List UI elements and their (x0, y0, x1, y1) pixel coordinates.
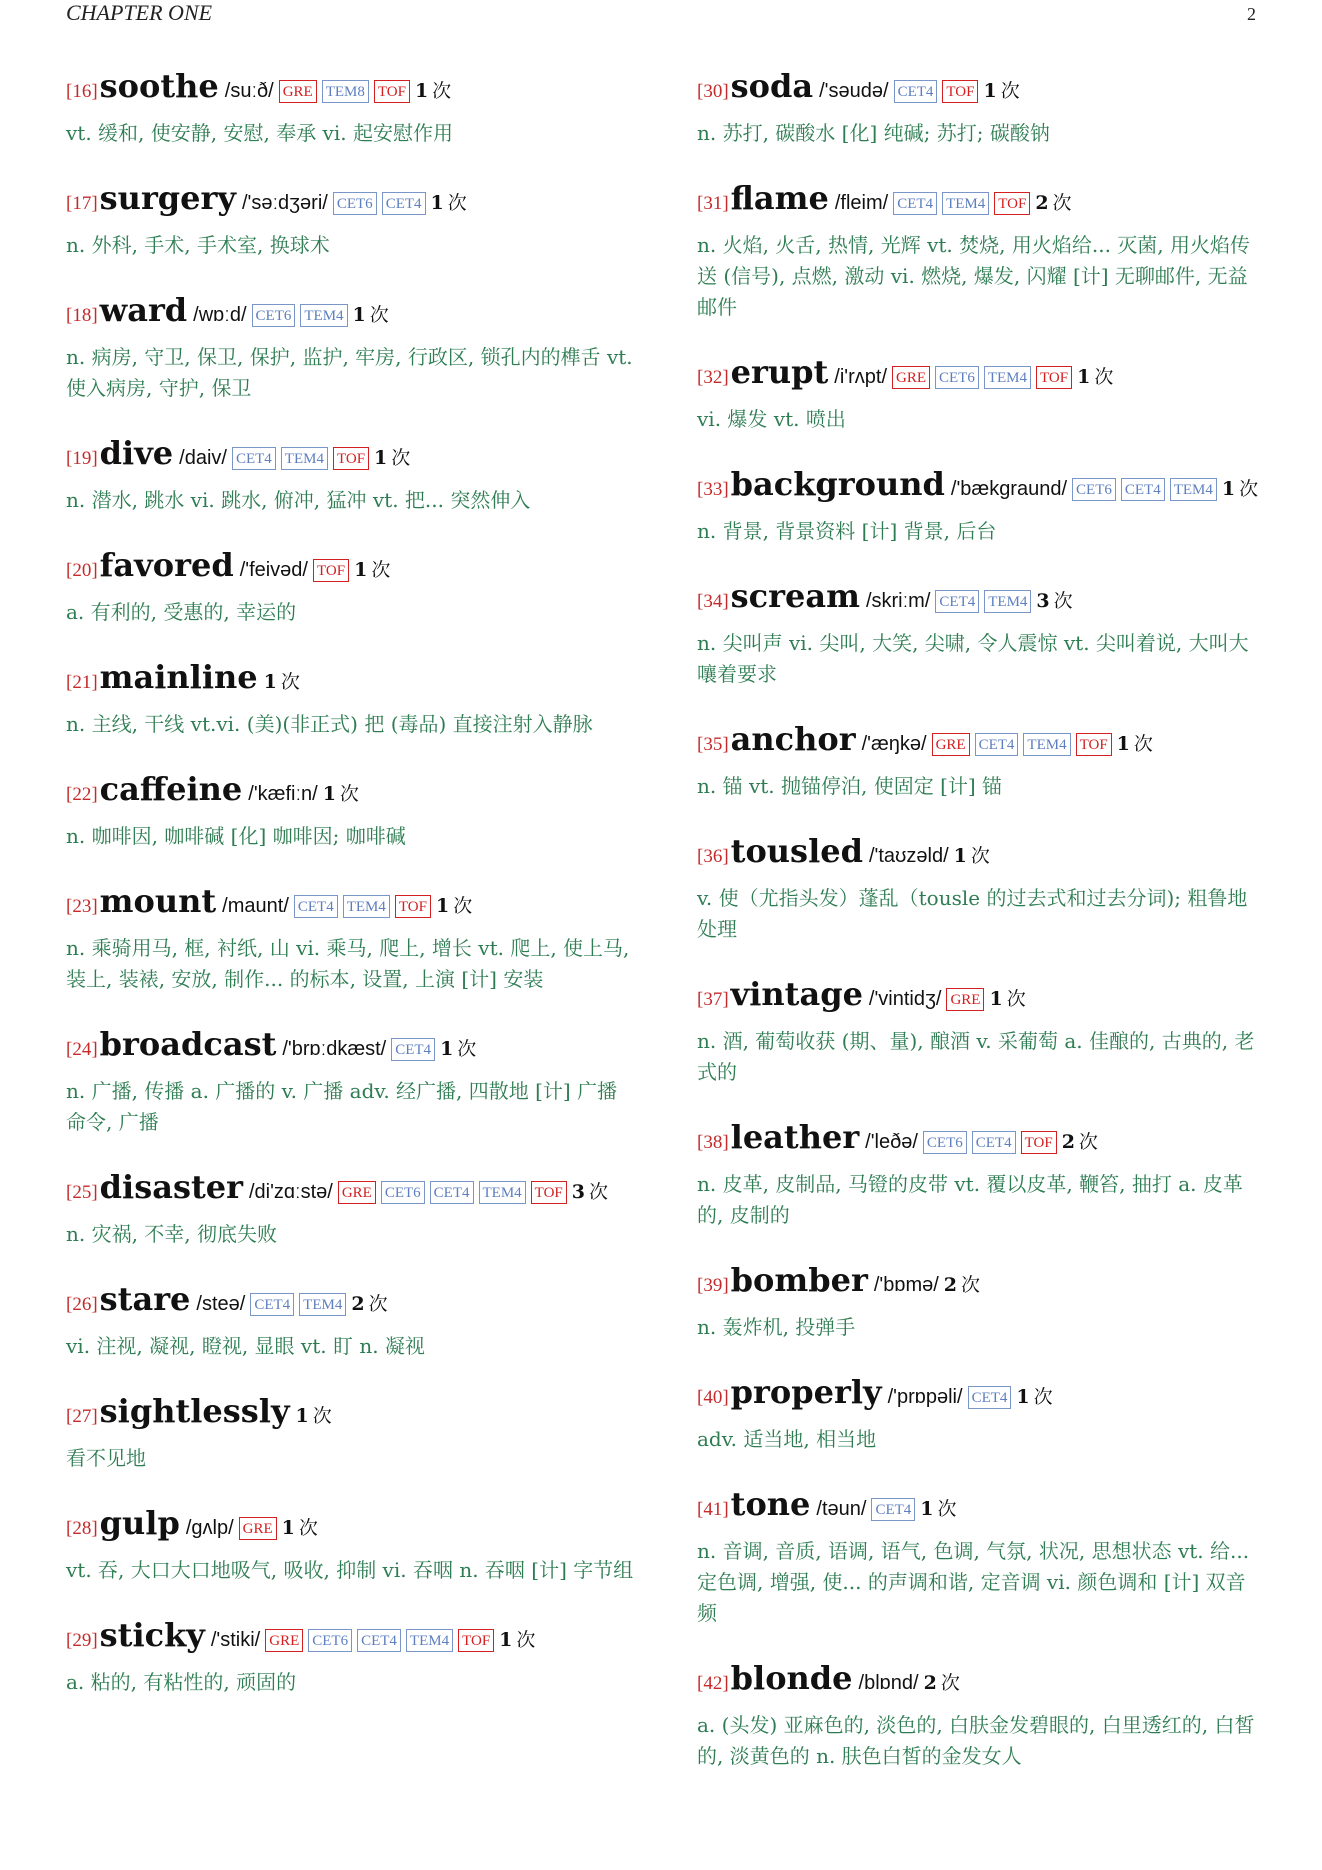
exam-tag: TOF (458, 1629, 494, 1652)
exam-tag: TEM4 (1170, 478, 1217, 501)
occurrence-count (983, 80, 1019, 102)
exam-tag: GRE (892, 366, 930, 389)
word-entry (66, 1024, 634, 1138)
exam-tag: GRE (265, 1629, 303, 1652)
entry-headline (66, 1167, 634, 1218)
count-unit: 次 (1006, 988, 1026, 1010)
exam-tag: TOF (395, 895, 431, 918)
count-unit: 次 (391, 447, 411, 469)
entry-word: soda (730, 67, 814, 105)
entry-phonetic: /'bækgraund/ (950, 478, 1068, 500)
count-number: 1 (263, 671, 277, 693)
occurrence-count (1062, 1131, 1098, 1153)
entry-definition: n. 苏打, 碳酸水 [化] 纯碱; 苏打; 碳酸钠 (697, 121, 1050, 145)
word-entry (66, 881, 634, 995)
exam-tag: CET4 (975, 733, 1019, 756)
entry-headline (697, 1372, 1265, 1423)
entry-word: stare (99, 1280, 191, 1318)
word-entry (697, 1484, 1265, 1629)
entry-word: mount (99, 882, 217, 920)
word-entry (66, 657, 634, 740)
exam-tag: CET6 (333, 192, 377, 215)
entry-definition: a. 粘的, 有粘性的, 顽固的 (66, 1670, 297, 1694)
exam-tag: TEM8 (322, 80, 369, 103)
entry-headline (66, 881, 634, 932)
entry-phonetic: /daiv/ (179, 447, 227, 469)
count-number: 1 (920, 1498, 934, 1520)
entry-headline (697, 178, 1265, 229)
entry-index: [35] (697, 734, 729, 755)
word-columns (66, 66, 1266, 1801)
occurrence-count (374, 447, 410, 469)
entry-headline (697, 352, 1265, 403)
chapter-title: CHAPTER ONE (66, 0, 213, 25)
entry-phonetic: /blɒnd/ (858, 1672, 919, 1694)
count-unit: 次 (516, 1629, 536, 1651)
exam-tag: TEM4 (406, 1629, 453, 1652)
count-unit: 次 (280, 671, 300, 693)
exam-tag: GRE (946, 988, 984, 1011)
occurrence-count (944, 1274, 980, 1296)
count-number: 1 (1116, 733, 1130, 755)
entry-phonetic: /'stiki/ (210, 1629, 261, 1651)
exam-tag: CET6 (935, 366, 979, 389)
exam-tag: CET6 (381, 1181, 425, 1204)
count-number: 2 (1061, 1131, 1075, 1153)
entry-headline (66, 178, 634, 229)
word-entry (66, 178, 634, 261)
entry-headline (66, 66, 634, 117)
entry-word: caffeine (99, 770, 243, 808)
entry-definition: n. 灾祸, 不幸, 彻底失败 (66, 1222, 278, 1246)
exam-tag: CET4 (894, 80, 938, 103)
occurrence-count (1117, 733, 1153, 755)
count-number: 1 (374, 447, 388, 469)
entry-definition: n. 轰炸机, 投弹手 (697, 1315, 856, 1339)
entry-definition: vt. 吞, 大口大口地吸气, 吸收, 抑制 vi. 吞咽 n. 吞咽 [计] 字节组 (66, 1558, 634, 1582)
entry-index: [24] (66, 1039, 98, 1060)
entry-phonetic: /suːð/ (224, 80, 274, 102)
exam-tag: GRE (279, 80, 317, 103)
entry-word: scream (730, 577, 860, 615)
count-number: 1 (499, 1629, 513, 1651)
count-unit: 次 (312, 1405, 332, 1427)
entry-phonetic: /'prɒpəli/ (887, 1386, 963, 1408)
entry-definition: a. (头发) 亚麻色的, 淡色的, 白肤金发碧眼的, 白里透红的, 白皙的, 淡黄色的 n. 肤色白皙的金发女人 (697, 1713, 1255, 1768)
entry-index: [20] (66, 560, 98, 581)
word-entry (697, 719, 1265, 802)
page-number: 2 (1247, 4, 1256, 24)
entry-index: [19] (66, 448, 98, 469)
word-entry (697, 831, 1265, 945)
entry-definition: n. 外科, 手术, 手术室, 换球术 (66, 233, 330, 257)
left-column (66, 66, 634, 1801)
entry-index: [23] (66, 896, 98, 917)
word-entry (697, 1117, 1265, 1231)
count-unit: 次 (937, 1498, 957, 1520)
occurrence-count (440, 1038, 476, 1060)
occurrence-count (353, 304, 389, 326)
word-entry (66, 769, 634, 852)
exam-tag: TOF (1021, 1131, 1057, 1154)
entry-headline (697, 1658, 1265, 1709)
entry-word: properly (730, 1373, 882, 1411)
entry-word: gulp (99, 1504, 180, 1542)
entry-index: [33] (697, 479, 729, 500)
occurrence-count (415, 80, 451, 102)
exam-tag: CET4 (1121, 478, 1165, 501)
count-unit: 次 (1052, 192, 1072, 214)
entry-phonetic: /wɒːd/ (193, 304, 247, 326)
entry-headline (66, 1279, 634, 1330)
entry-headline (66, 433, 634, 484)
entry-phonetic: /i'rʌpt/ (834, 366, 888, 388)
entry-headline (66, 657, 634, 708)
occurrence-count (989, 988, 1025, 1010)
entry-headline (66, 290, 634, 341)
count-unit: 次 (432, 80, 452, 102)
entry-definition: adv. 适当地, 相当地 (697, 1427, 877, 1451)
entry-index: [38] (697, 1132, 729, 1153)
entry-index: [32] (697, 367, 729, 388)
occurrence-count (1016, 1386, 1052, 1408)
exam-tag: TEM4 (984, 590, 1031, 613)
word-entry (66, 545, 634, 628)
entry-definition: n. 潜水, 跳水 vi. 跳水, 俯冲, 猛冲 vt. 把... 突然伸入 (66, 488, 531, 512)
exam-tag: CET4 (391, 1038, 435, 1061)
entry-definition: vi. 爆发 vt. 喷出 (697, 407, 846, 431)
occurrence-count (920, 1498, 956, 1520)
entry-index: [27] (66, 1406, 98, 1427)
exam-tag: CET4 (382, 192, 426, 215)
exam-tag: TEM4 (984, 366, 1031, 389)
entry-phonetic: /maunt/ (222, 895, 289, 917)
entry-headline (66, 1024, 634, 1075)
entry-headline (66, 545, 634, 596)
entry-index: [37] (697, 989, 729, 1010)
entry-headline (697, 719, 1265, 770)
count-number: 2 (923, 1672, 937, 1694)
entry-phonetic: /'leðə/ (865, 1131, 918, 1153)
entry-word: mainline (99, 658, 258, 696)
exam-tag: TOF (333, 447, 369, 470)
entry-definition: n. 病房, 守卫, 保卫, 保护, 监护, 牢房, 行政区, 锁孔内的榫舌 vt. 使入病房, 守护, 保卫 (66, 345, 633, 400)
entry-phonetic: /'vintidʒ/ (868, 988, 942, 1010)
count-number: 1 (989, 988, 1003, 1010)
count-unit: 次 (1000, 80, 1020, 102)
entry-definition: n. 锚 vt. 抛锚停泊, 使固定 [计] 锚 (697, 774, 1003, 798)
exam-tag: CET6 (1072, 478, 1116, 501)
count-number: 1 (440, 1038, 454, 1060)
entry-word: broadcast (99, 1025, 277, 1063)
entry-word: vintage (730, 975, 863, 1013)
count-number: 1 (354, 559, 368, 581)
entry-definition: vt. 缓和, 使安静, 安慰, 奉承 vi. 起安慰作用 (66, 121, 453, 145)
entry-phonetic: /təun/ (816, 1498, 867, 1520)
occurrence-count (436, 895, 472, 917)
entry-index: [25] (66, 1182, 98, 1203)
word-entry (697, 66, 1265, 149)
occurrence-count (1222, 478, 1258, 500)
exam-tag: TEM4 (281, 447, 328, 470)
occurrence-count (431, 192, 467, 214)
entry-word: ward (99, 291, 188, 329)
entry-headline (66, 769, 634, 820)
entry-word: dive (99, 434, 174, 472)
count-unit: 次 (1239, 478, 1259, 500)
entry-definition: n. 皮革, 皮制品, 马镫的皮带 vt. 覆以皮革, 鞭笞, 抽打 a. 皮革的, 皮制的 (697, 1172, 1243, 1227)
count-unit: 次 (1033, 1386, 1053, 1408)
entry-index: [31] (697, 193, 729, 214)
exam-tag: TEM4 (942, 192, 989, 215)
entry-word: surgery (99, 179, 236, 217)
entry-index: [22] (66, 784, 98, 805)
entry-definition: 看不见地 (66, 1446, 146, 1470)
entry-index: [17] (66, 193, 98, 214)
word-entry (697, 1260, 1265, 1343)
count-number: 3 (1036, 590, 1050, 612)
count-unit: 次 (371, 559, 391, 581)
entry-word: erupt (730, 353, 829, 391)
occurrence-count (1077, 366, 1113, 388)
entry-definition: n. 广播, 传播 a. 广播的 v. 广播 adv. 经广播, 四散地 [计] 广播命令, 广播 (66, 1079, 618, 1134)
word-entry (697, 974, 1265, 1088)
count-number: 1 (1016, 1386, 1030, 1408)
count-number: 1 (1077, 366, 1091, 388)
entry-index: [21] (66, 672, 98, 693)
entry-phonetic: /'kæfiːn/ (248, 783, 318, 805)
entry-word: soothe (99, 67, 219, 105)
exam-tag: TOF (1076, 733, 1112, 756)
word-entry (697, 576, 1265, 690)
word-entry (66, 1615, 634, 1698)
occurrence-count (351, 1293, 387, 1315)
count-number: 2 (1035, 192, 1049, 214)
entry-phonetic: /'feivəd/ (239, 559, 308, 581)
exam-tag: CET6 (923, 1131, 967, 1154)
occurrence-count (354, 559, 390, 581)
entry-word: tousled (730, 832, 863, 870)
entry-definition: n. 酒, 葡萄收获 (期、量), 酿酒 v. 采葡萄 a. 佳酿的, 古典的, 老式的 (697, 1029, 1255, 1084)
entry-index: [18] (66, 305, 98, 326)
entry-index: [41] (697, 1499, 729, 1520)
exam-tag: TEM4 (343, 895, 390, 918)
entry-word: sticky (99, 1616, 205, 1654)
entry-word: disaster (99, 1168, 243, 1206)
occurrence-count (282, 1517, 318, 1539)
count-unit: 次 (457, 1038, 477, 1060)
word-entry (697, 1372, 1265, 1455)
count-number: 1 (953, 845, 967, 867)
entry-headline (697, 464, 1265, 515)
occurrence-count (1036, 590, 1072, 612)
exam-tag: CET4 (972, 1131, 1016, 1154)
count-unit: 次 (1094, 366, 1114, 388)
entry-index: [36] (697, 846, 729, 867)
right-column (697, 66, 1265, 1801)
entry-headline (66, 1503, 634, 1554)
exam-tag: TOF (531, 1181, 567, 1204)
count-unit: 次 (453, 895, 473, 917)
word-entry (66, 290, 634, 404)
entry-word: flame (730, 179, 829, 217)
word-entry (66, 1503, 634, 1586)
entry-index: [26] (66, 1294, 98, 1315)
count-number: 1 (1221, 478, 1236, 500)
entry-phonetic: /'bɒmə/ (873, 1274, 939, 1296)
occurrence-count (264, 671, 300, 693)
entry-phonetic: /gʌlp/ (185, 1517, 234, 1539)
entry-definition: v. 使（尤指头发）蓬乱（tousle 的过去式和过去分词); 粗鲁地处理 (697, 886, 1248, 941)
entry-headline (697, 576, 1265, 627)
count-unit: 次 (369, 304, 389, 326)
exam-tag: TEM4 (300, 304, 347, 327)
entry-word: favored (99, 546, 234, 584)
count-unit: 次 (940, 1672, 960, 1694)
page-header (66, 0, 1256, 30)
count-unit: 次 (588, 1181, 608, 1203)
entry-headline (66, 1391, 634, 1442)
exam-tag: CET6 (308, 1629, 352, 1652)
entry-definition: n. 主线, 干线 vt.vi. (美)(非正式) 把 (毒品) 直接注射入静脉 (66, 712, 593, 736)
exam-tag: CET4 (430, 1181, 474, 1204)
entry-word: leather (730, 1118, 860, 1156)
exam-tag: CET4 (935, 590, 979, 613)
entry-definition: n. 音调, 音质, 语调, 语气, 色调, 气氛, 状况, 思想状态 vt. 给... 定色调, 增强, 使... 的声调和谐, 定音调 vi. 颜色调和 [计] 双音频 (697, 1539, 1250, 1625)
entry-index: [16] (66, 81, 98, 102)
count-unit: 次 (961, 1274, 981, 1296)
entry-headline (697, 831, 1265, 882)
entry-headline (697, 1260, 1265, 1311)
exam-tag: CET4 (968, 1386, 1012, 1409)
entry-phonetic: /'səudə/ (819, 80, 889, 102)
entry-headline (697, 1117, 1265, 1168)
entry-definition: n. 乘骑用马, 框, 衬纸, 山 vi. 乘马, 爬上, 增长 vt. 爬上, 使上马, 装上, 装裱, 安放, 制作... 的标本, 设置, 上演 [计] 安装 (66, 936, 630, 991)
count-number: 1 (281, 1517, 295, 1539)
word-entry (66, 1391, 634, 1474)
occurrence-count (924, 1672, 960, 1694)
exam-tag: TOF (1036, 366, 1072, 389)
count-unit: 次 (1053, 590, 1073, 612)
entry-phonetic: /skriːm/ (865, 590, 931, 612)
occurrence-count (323, 783, 359, 805)
entry-headline (66, 1615, 634, 1666)
word-entry (66, 1167, 634, 1250)
occurrence-count (954, 845, 990, 867)
count-unit: 次 (368, 1293, 388, 1315)
word-entry (66, 66, 634, 149)
exam-tag: CET4 (250, 1293, 294, 1316)
entry-word: anchor (730, 720, 856, 758)
count-unit: 次 (447, 192, 467, 214)
word-entry (697, 1658, 1265, 1772)
entry-definition: n. 背景, 背景资料 [计] 背景, 后台 (697, 519, 997, 543)
count-number: 1 (322, 783, 336, 805)
entry-phonetic: /di'zɑːstə/ (248, 1181, 333, 1203)
entry-index: [30] (697, 81, 729, 102)
entry-index: [34] (697, 591, 729, 612)
count-number: 2 (943, 1274, 958, 1296)
exam-tag: TOF (313, 559, 349, 582)
entry-definition: a. 有利的, 受惠的, 幸运的 (66, 600, 297, 624)
word-entry (697, 178, 1265, 323)
exam-tag: TOF (374, 80, 410, 103)
entry-index: [28] (66, 1518, 98, 1539)
entry-index: [42] (697, 1673, 729, 1694)
word-entry (697, 464, 1265, 547)
exam-tag: TEM4 (299, 1293, 346, 1316)
entry-definition: n. 咖啡因, 咖啡碱 [化] 咖啡因; 咖啡碱 (66, 824, 406, 848)
count-number: 1 (414, 80, 429, 102)
count-unit: 次 (970, 845, 990, 867)
exam-tag: CET4 (294, 895, 338, 918)
entry-word: blonde (730, 1659, 853, 1697)
exam-tag: TOF (994, 192, 1030, 215)
entry-phonetic: /'taʊzəld/ (868, 845, 949, 867)
count-number: 1 (435, 895, 450, 917)
entry-index: [40] (697, 1387, 729, 1408)
entry-index: [39] (697, 1275, 729, 1296)
entry-definition: n. 火焰, 火舌, 热情, 光辉 vt. 焚烧, 用火焰给... 灭菌, 用火焰传送 (信号), 点燃, 激动 vi. 燃烧, 爆发, 闪耀 [计] 无聊邮件, 无益邮件 (697, 233, 1251, 319)
count-unit: 次 (339, 783, 359, 805)
entry-definition: vi. 注视, 凝视, 瞪视, 显眼 vt. 盯 n. 凝视 (66, 1334, 425, 1358)
entry-word: tone (730, 1485, 811, 1523)
entry-word: background (730, 465, 945, 503)
exam-tag: CET4 (893, 192, 937, 215)
entry-definition: n. 尖叫声 vi. 尖叫, 大笑, 尖啸, 令人震惊 vt. 尖叫着说, 大叫大嚷着要求 (697, 631, 1249, 686)
occurrence-count (296, 1405, 332, 1427)
entry-phonetic: /steə/ (196, 1293, 246, 1315)
exam-tag: GRE (239, 1517, 277, 1540)
word-entry (697, 352, 1265, 435)
count-unit: 次 (1078, 1131, 1098, 1153)
exam-tag: TEM4 (479, 1181, 526, 1204)
count-number: 1 (983, 80, 997, 102)
exam-tag: CET4 (232, 447, 276, 470)
exam-tag: CET4 (871, 1498, 915, 1521)
occurrence-count (499, 1629, 535, 1651)
exam-tag: CET4 (357, 1629, 401, 1652)
entry-word: sightlessly (99, 1392, 290, 1430)
entry-index: [29] (66, 1630, 98, 1651)
word-entry (66, 433, 634, 516)
exam-tag: GRE (338, 1181, 376, 1204)
count-number: 1 (430, 192, 444, 214)
entry-word: bomber (730, 1261, 868, 1299)
occurrence-count (1035, 192, 1071, 214)
exam-tag: TEM4 (1023, 733, 1070, 756)
entry-headline (697, 1484, 1265, 1535)
exam-tag: GRE (932, 733, 970, 756)
count-number: 3 (571, 1181, 585, 1203)
entry-phonetic: /'æŋkə/ (861, 733, 927, 755)
exam-tag: TOF (942, 80, 978, 103)
count-number: 2 (351, 1293, 365, 1315)
count-number: 1 (352, 304, 366, 326)
count-number: 1 (295, 1405, 309, 1427)
entry-phonetic: /'brɒːdkæst/ (282, 1038, 387, 1060)
entry-headline (697, 974, 1265, 1025)
count-unit: 次 (1133, 733, 1153, 755)
entry-headline (697, 66, 1265, 117)
word-entry (66, 1279, 634, 1362)
exam-tag: CET6 (252, 304, 296, 327)
occurrence-count (572, 1181, 608, 1203)
entry-phonetic: /fleim/ (834, 192, 889, 214)
entry-phonetic: /'səːdʒəri/ (241, 192, 328, 214)
count-unit: 次 (298, 1517, 318, 1539)
